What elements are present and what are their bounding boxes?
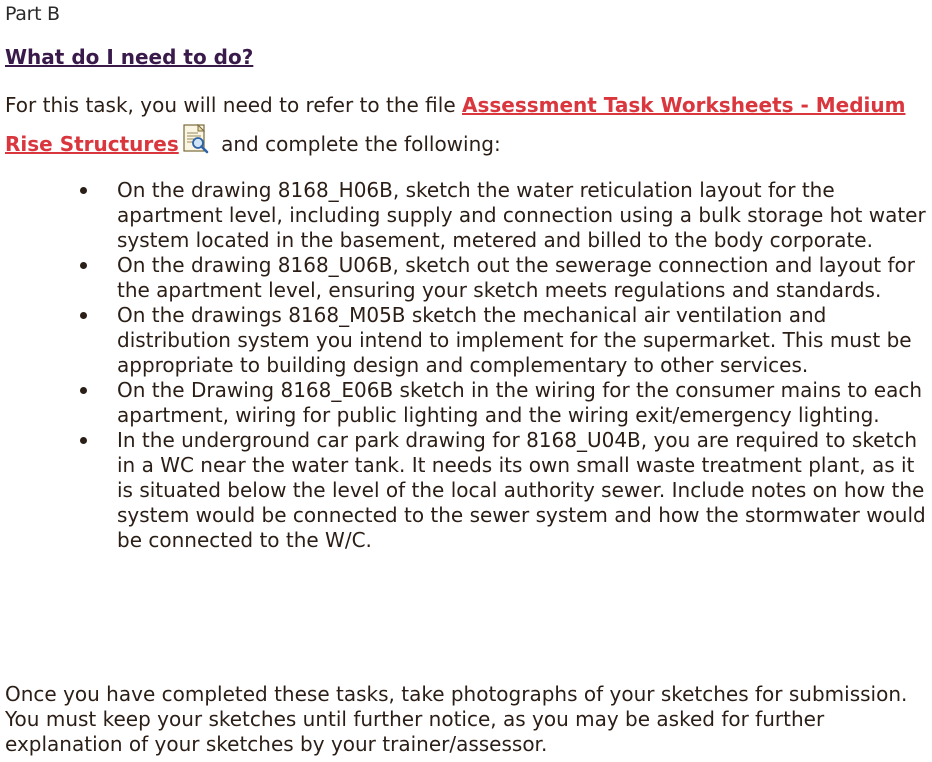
- part-label: Part B: [5, 3, 60, 25]
- worksheet-link[interactable]: Assessment Task Worksheets - Medium Rise Structures: [5, 93, 906, 156]
- bullet-icon: [80, 187, 87, 194]
- list-item: [5, 378, 930, 428]
- closing-paragraph: Once you have completed these tasks, take photographs of your sketches for submission. You must keep your sketches until further notice, as you may be asked for further explanation of your sketches by your trainer/assessor.: [5, 682, 908, 756]
- bullet-icon: [80, 262, 87, 269]
- bullet-icon: [80, 387, 87, 394]
- intro-paragraph: [5, 86, 925, 163]
- task-text: In the underground car park drawing for 8168_U04B, you are required to sketch in a WC near the water tank. It needs its own small waste treatment plant, as it is situated below the level of the local authority sewer. Include notes on how the system would be connected to the sewer system and how the stormwater would be connected to the W/C.: [117, 428, 926, 552]
- task-text: On the drawing 8168_H06B, sketch the water reticulation layout for the apartment level, including supply and connection using a bulk storage hot water system located in the basement, metered and billed to the body corporate.: [117, 178, 926, 252]
- section-heading: What do I need to do?: [5, 45, 254, 69]
- list-item: [5, 428, 930, 553]
- task-text: On the drawings 8168_M05B sketch the mechanical air ventilation and distribution system you intend to implement for the supermarket. This must be appropriate to building design and complementary to other services.: [117, 303, 912, 377]
- intro-suffix: and complete the following:: [214, 132, 501, 156]
- task-list: [5, 178, 930, 553]
- list-item: [5, 253, 930, 303]
- bullet-icon: [80, 312, 87, 319]
- bullet-icon: [80, 437, 87, 444]
- task-text: On the drawing 8168_U06B, sketch out the sewerage connection and layout for the apartment level, ensuring your sketch meets regulations and standards.: [117, 253, 915, 302]
- task-text: On the Drawing 8168_E06B sketch in the wiring for the consumer mains to each apartment, wiring for public lighting and the wiring exit/emergency lighting.: [117, 378, 923, 427]
- document-icon[interactable]: [181, 124, 211, 154]
- intro-prefix: For this task, you will need to refer to the file: [5, 93, 462, 117]
- list-item: [5, 178, 930, 253]
- list-item: [5, 303, 930, 378]
